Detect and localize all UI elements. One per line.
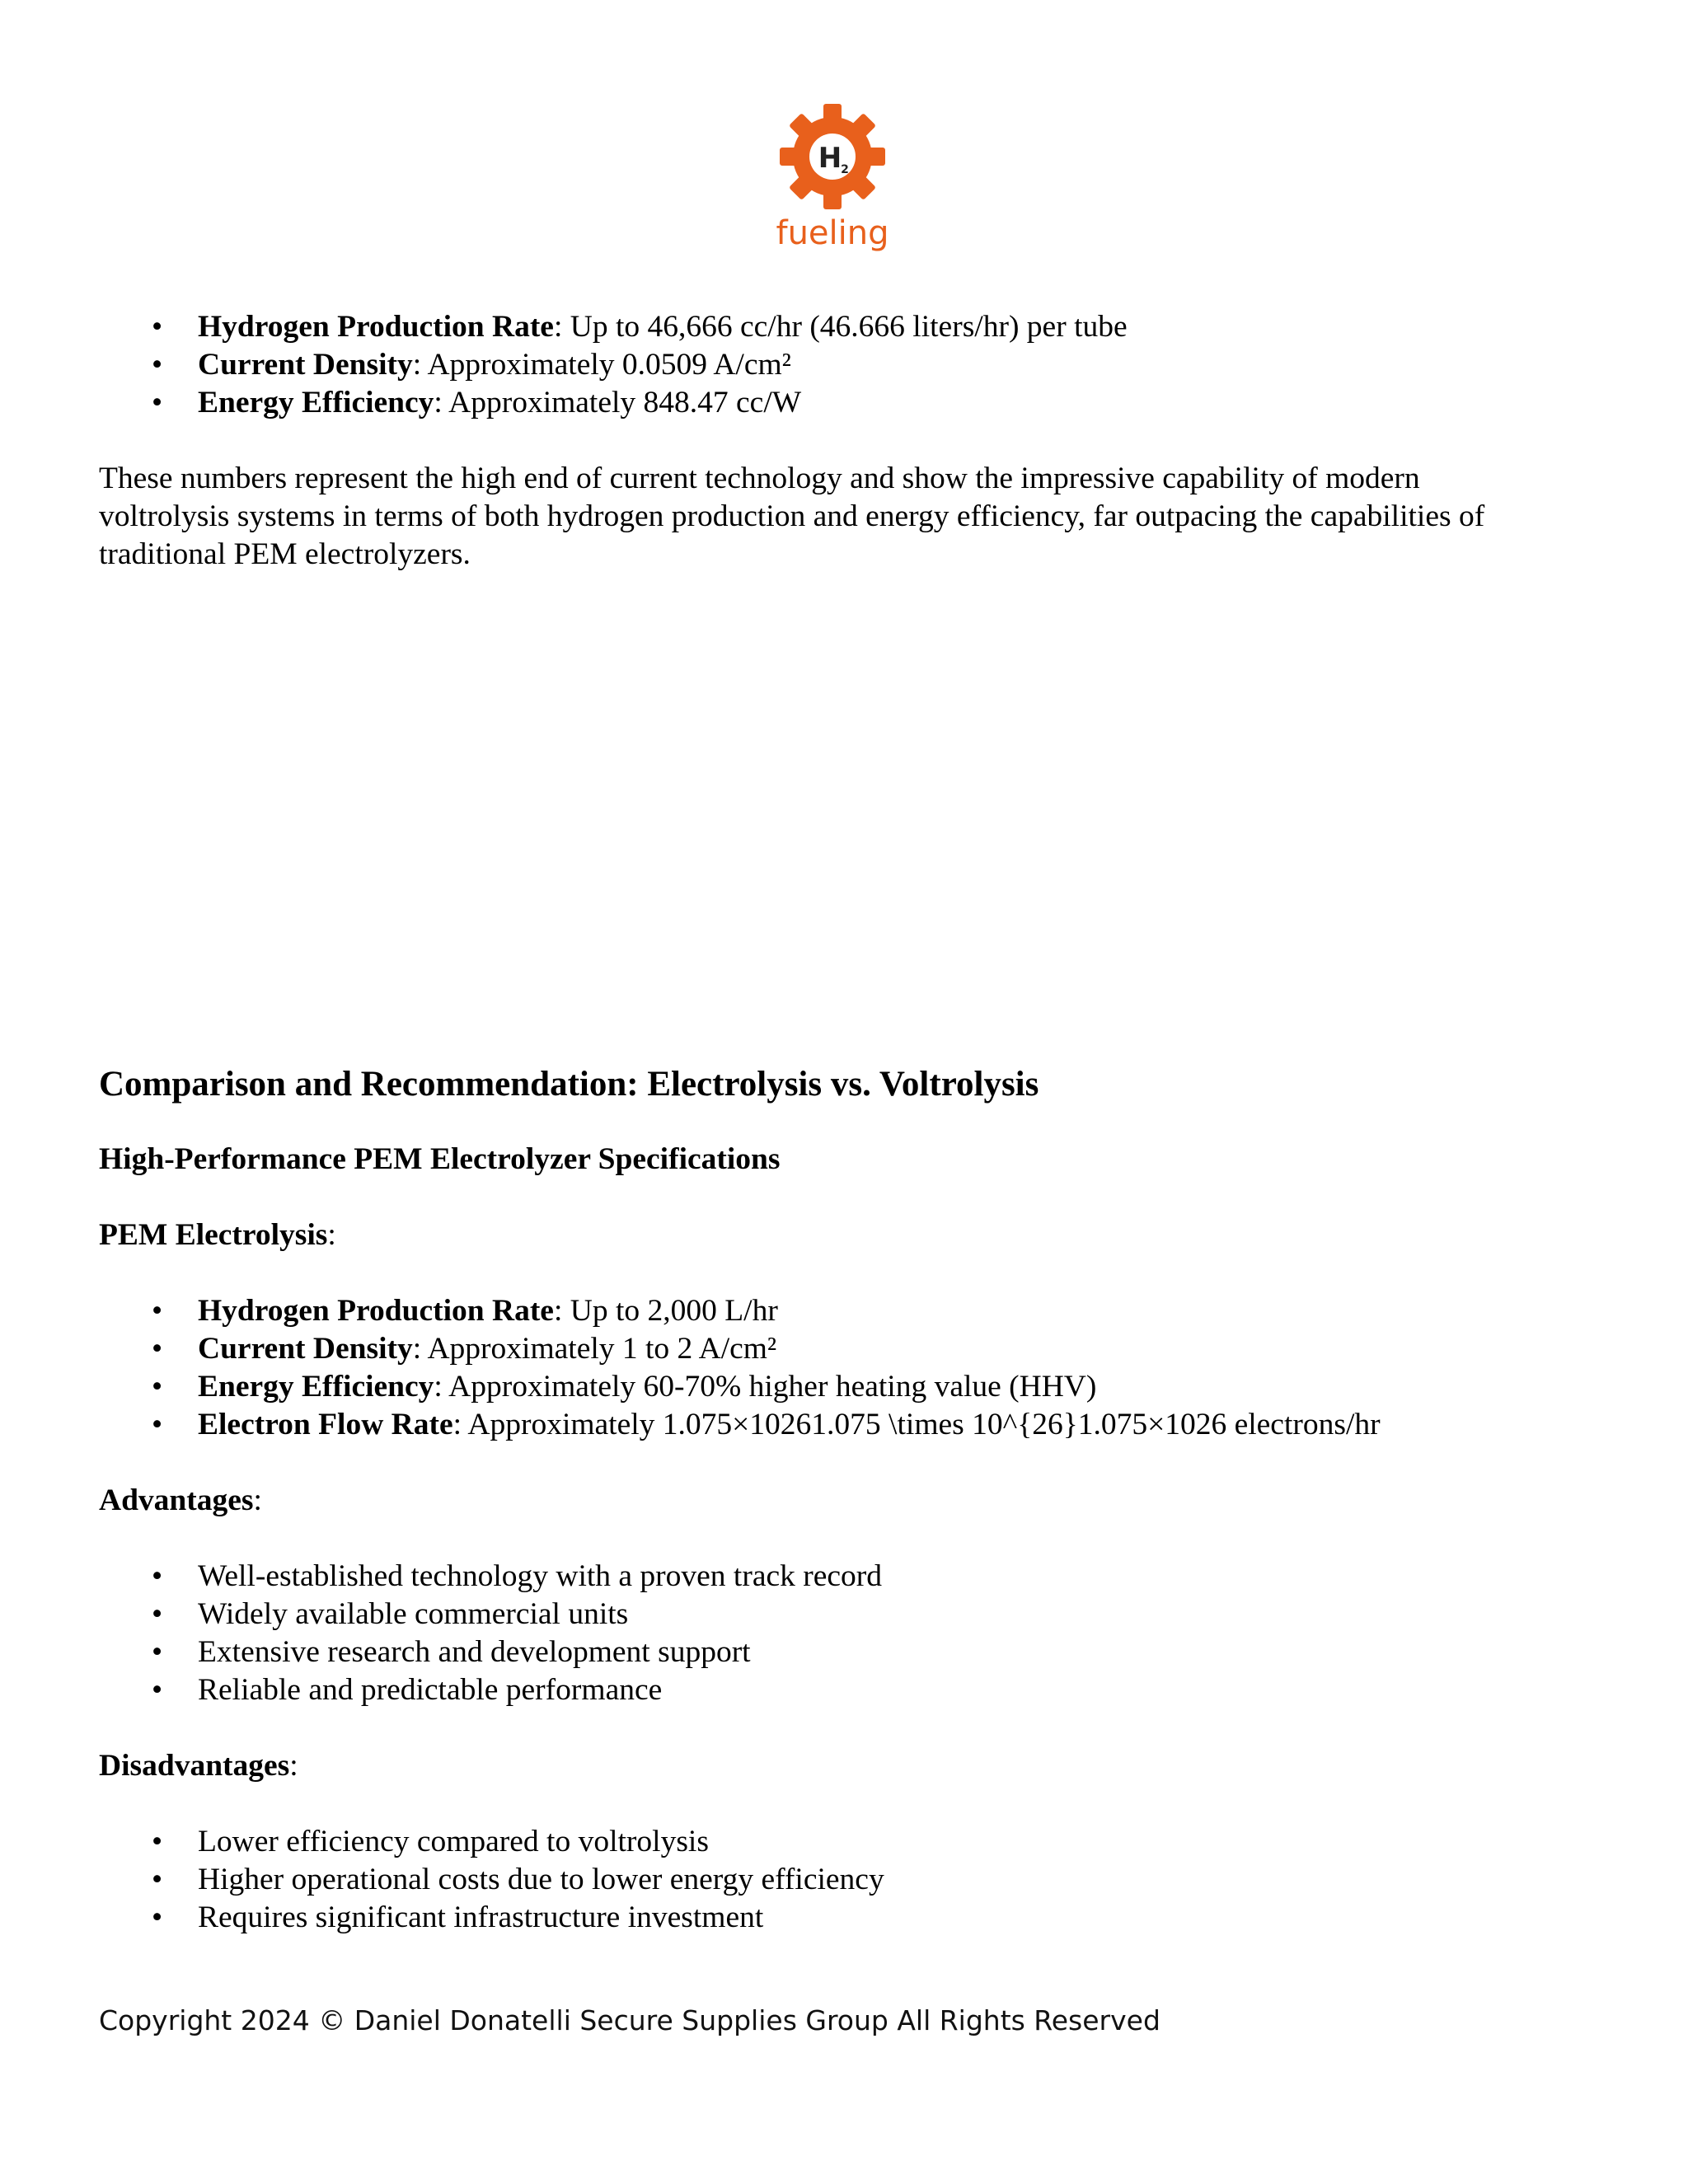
bullet-icon: •	[152, 1825, 163, 1858]
h2-fueling-logo	[775, 103, 890, 260]
logo-symbol-sub: 2	[841, 163, 849, 176]
advantage-text: Reliable and predictable performance	[198, 1673, 663, 1707]
bullet-icon: •	[152, 1370, 163, 1404]
pem-heading-suffix: :	[327, 1218, 336, 1252]
logo-word: fueling	[776, 214, 889, 252]
summary-paragraph	[99, 460, 1599, 574]
spec-value: : Approximately 0.0509 A/cm²	[412, 348, 791, 382]
logo-symbol-main: H	[818, 142, 842, 175]
disadvantage-text: Higher operational costs due to lower energy efficiency	[198, 1863, 884, 1896]
advantage-text: Widely available commercial units	[198, 1597, 629, 1631]
spec-label: Energy Efficiency	[198, 386, 434, 419]
list-item	[99, 1823, 1599, 1861]
spec-value: : Approximately 60-70% higher heating value (HHV)	[434, 1370, 1097, 1404]
spec-label: Energy Efficiency	[198, 1370, 434, 1404]
spec-label: Hydrogen Production Rate	[198, 310, 554, 344]
bullet-icon: •	[152, 348, 163, 382]
paragraph-line: voltrolysis systems in terms of both hydrogen production and energy efficiency, far outpacing the capabilities of	[99, 499, 1485, 533]
list-item	[99, 308, 1599, 346]
bullet-icon: •	[152, 1294, 163, 1328]
list-item	[99, 1671, 1599, 1709]
bullet-icon: •	[152, 1408, 163, 1441]
advantages-heading-suffix: :	[253, 1483, 262, 1517]
spec-label: Current Density	[198, 348, 413, 382]
bullet-icon: •	[152, 1900, 163, 1934]
bullet-icon: •	[152, 1332, 163, 1366]
paragraph-line: traditional PEM electrolyzers.	[99, 537, 471, 571]
list-item	[99, 1558, 1599, 1596]
section-heading: Comparison and Recommendation: Electrolysis vs. Voltrolysis	[99, 1065, 1039, 1104]
bullet-icon: •	[152, 1673, 163, 1707]
list-item	[99, 384, 1599, 422]
disadvantages-heading	[99, 1747, 1599, 1785]
spec-label: Hydrogen Production Rate	[198, 1294, 554, 1328]
advantages-list	[99, 1558, 1599, 1709]
advantages-heading-label: Advantages	[99, 1483, 254, 1517]
bullet-icon: •	[152, 1559, 163, 1593]
spec-label: Current Density	[198, 1332, 413, 1366]
disadvantage-text: Requires significant infrastructure investment	[198, 1900, 764, 1934]
bullet-icon: •	[152, 1635, 163, 1669]
disadvantages-heading-label: Disadvantages	[99, 1749, 290, 1783]
list-item	[99, 1292, 1599, 1330]
paragraph-line: These numbers represent the high end of current technology and show the impressive capability of modern	[99, 462, 1420, 495]
advantage-text: Well-established technology with a proven track record	[198, 1559, 883, 1593]
spec-value: : Up to 2,000 L/hr	[553, 1294, 778, 1328]
spec-label: Electron Flow Rate	[198, 1408, 453, 1441]
bullet-icon: •	[152, 1863, 163, 1896]
disadvantages-heading-suffix: :	[289, 1749, 298, 1783]
list-item	[99, 1406, 1599, 1444]
spec-value: : Approximately 1 to 2 A/cm²	[412, 1332, 777, 1366]
pem-heading	[99, 1216, 1599, 1254]
advantages-heading	[99, 1482, 1599, 1520]
list-item	[99, 1596, 1599, 1633]
bullet-icon: •	[152, 310, 163, 344]
bullet-icon: •	[152, 386, 163, 419]
disadvantages-list	[99, 1823, 1599, 1937]
spec-value: : Up to 46,666 cc/hr (46.666 liters/hr) per tube	[553, 310, 1128, 344]
list-item	[99, 1330, 1599, 1368]
list-item	[99, 1368, 1599, 1406]
gear-icon	[775, 103, 890, 214]
list-item	[99, 1861, 1599, 1899]
spec-value: : Approximately 848.47 cc/W	[434, 386, 802, 419]
top-spec-list	[99, 308, 1599, 422]
subsection-heading: High-Performance PEM Electrolyzer Specifications	[99, 1142, 781, 1176]
list-item	[99, 346, 1599, 384]
spec-value: : Approximately 1.075×10261.075 \times 10^{26}1.075×1026 electrons/hr	[452, 1408, 1381, 1441]
list-item	[99, 1633, 1599, 1671]
disadvantage-text: Lower efficiency compared to voltrolysis	[198, 1825, 709, 1858]
pem-heading-label: PEM Electrolysis	[99, 1218, 328, 1252]
list-item	[99, 1899, 1599, 1937]
bullet-icon: •	[152, 1597, 163, 1631]
copyright-footer: Copyright 2024 © Daniel Donatelli Secure Supplies Group All Rights Reserved	[99, 2004, 1160, 2036]
advantage-text: Extensive research and development support	[198, 1635, 751, 1669]
pem-spec-list	[99, 1292, 1599, 1444]
